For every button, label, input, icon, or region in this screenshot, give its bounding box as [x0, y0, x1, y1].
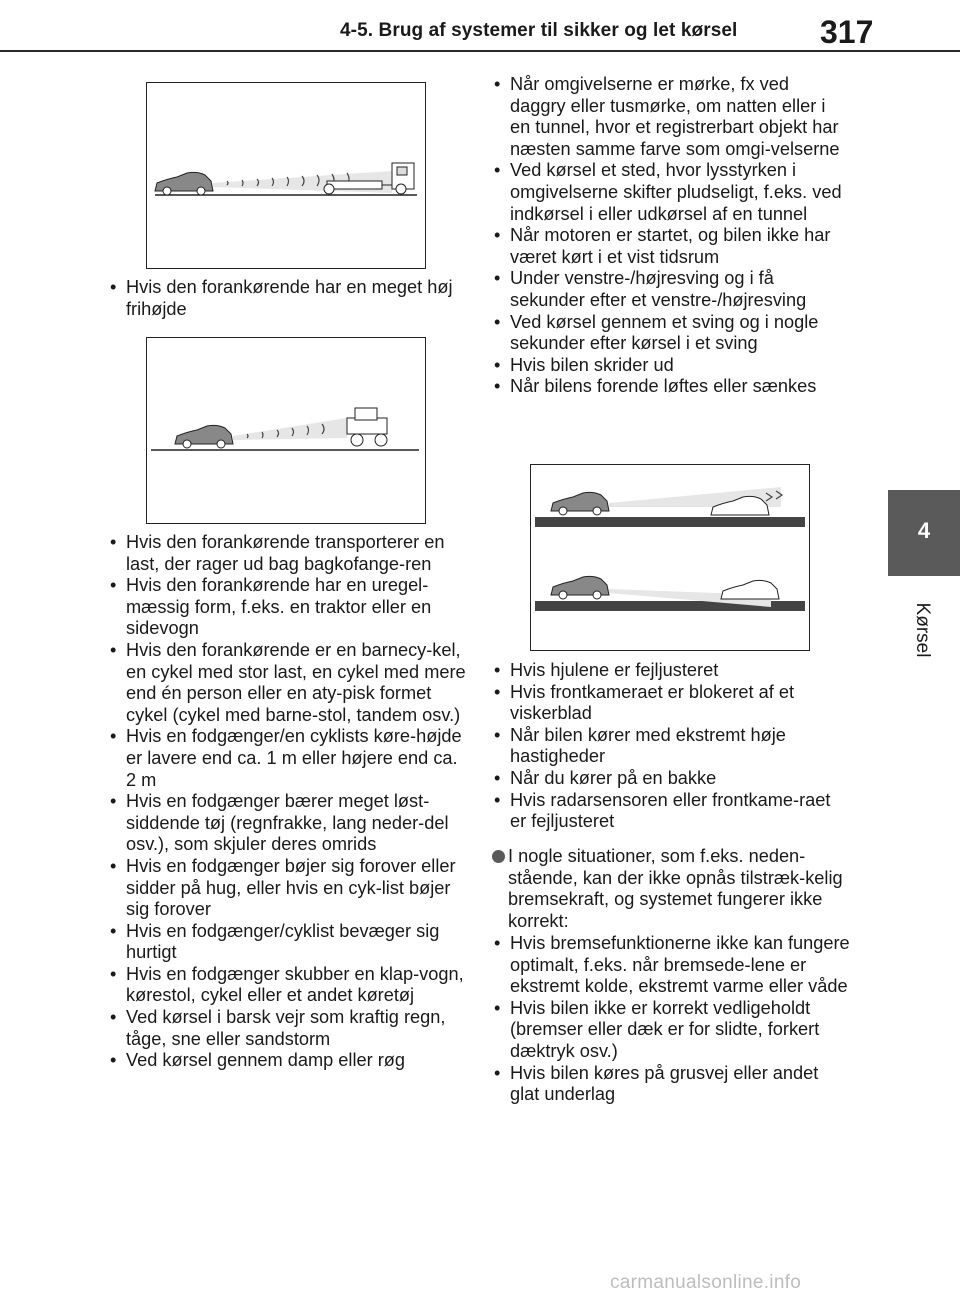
list-item: • Hvis radarsensoren eller frontkame-raet er fejljusteret: [488, 790, 848, 833]
list-item: • Hvis en fodgænger skubber en klap-vogn, kørestol, cykel eller et andet køretøj: [104, 964, 466, 1007]
list-item: • Når bilens forende løftes eller sænkes: [488, 376, 848, 398]
right-column-top-list: [488, 74, 848, 398]
list-item: • Hvis en fodgænger bøjer sig forover eller sidder på hug, eller hvis en cyk-list bøjer sig forover: [104, 856, 466, 921]
illustration-lifted-truck: [147, 338, 425, 523]
list-item: • Hvis bilen køres på grusvej eller andet glat underlag: [488, 1063, 852, 1106]
list-item: • Hvis den forankørende transporterer en last, der rager ud bag bagkofange-ren: [104, 532, 466, 575]
list-item: • Hvis bilen skrider ud: [488, 355, 848, 377]
note-bullet-icon: [492, 850, 505, 863]
illustration-pitching-cars: [531, 465, 809, 650]
list-item: • Ved kørsel i barsk vejr som kraftig regn, tåge, sne eller sandstorm: [104, 1007, 466, 1050]
list-item: • Når motoren er startet, og bilen ikke har været kørt i et vist tidsrum: [488, 225, 848, 268]
list-item: • Ved kørsel et sted, hvor lysstyrken i omgivelserne skifter pludseligt, f.eks. ved indkørsel i eller udkørsel af en tunnel: [488, 160, 848, 225]
right-column-bottom-list: [488, 933, 852, 1106]
chapter-tab[interactable]: [888, 490, 960, 576]
list-item: • Når omgivelserne er mørke, fx ved daggry eller tusmørke, om natten eller i en tunnel, hvor et registrerbart objekt har næsten samme farve som omgi-velserne: [488, 74, 848, 160]
list-item: • Ved kørsel gennem damp eller røg: [104, 1050, 466, 1072]
note-text: I nogle situationer, som f.eks. neden-stående, kan der ikke opnås tilstræk-kelig bremsekraft, og systemet fungerer ikke korrekt:: [508, 846, 843, 931]
list-item: • Hvis hjulene er fejljusteret: [488, 660, 848, 682]
list-item: • Under venstre-/højresving og i få sekunder efter et venstre-/højresving: [488, 268, 848, 311]
figure-pitching-vehicle: [530, 464, 810, 651]
list-item: • Hvis den forankørende har en meget høj frihøjde: [104, 277, 464, 320]
list-item: • Hvis bilen ikke er korrekt vedligeholdt (bremser eller dæk er for slidte, forkert dæktryk osv.): [488, 998, 852, 1063]
list-item: • Når bilen kører med ekstremt høje hastigheder: [488, 725, 848, 768]
list-item: • Hvis en fodgænger/en cyklists køre-højde er lavere end ca. 1 m eller højere end ca. 2 m: [104, 726, 466, 791]
section-title: 4-5. Brug af systemer til sikker og let kørsel: [340, 20, 738, 41]
watermark: carmanualsonline.info: [610, 1272, 802, 1293]
illustration-truck-trailer: [147, 83, 425, 268]
figure-1-caption: [104, 277, 464, 320]
note-paragraph: [492, 846, 848, 932]
list-item: • Hvis den forankørende har en uregel-mæssig form, f.eks. en traktor eller en sidevogn: [104, 575, 466, 640]
list-item: • Hvis den forankørende er en barnecy-kel, en cykel med stor last, en cykel med mere end én person eller en aty-pisk formet cykel (cykel med barne-stol, tandem osv.): [104, 640, 466, 726]
chapter-number: 4: [917, 518, 931, 543]
right-column-mid-list: [488, 660, 848, 833]
figure-high-clearance-vehicle: [146, 82, 426, 269]
figure-lifted-vehicle: [146, 337, 426, 524]
list-item: • Hvis en fodgænger bærer meget løst-siddende tøj (regnfrakke, lang neder-del osv.), som skjuler deres omrids: [104, 791, 466, 856]
list-item: • Hvis bremsefunktionerne ikke kan fungere optimalt, f.eks. når bremsede-lene er ekstremt kolde, ekstremt varme eller våde: [488, 933, 852, 998]
list-item: • Hvis en fodgænger/cyklist bevæger sig hurtigt: [104, 921, 466, 964]
chapter-label: Kørsel: [912, 602, 933, 658]
list-item: • Når du kører på en bakke: [488, 768, 848, 790]
list-item: • Ved kørsel gennem et sving og i nogle sekunder efter kørsel i et sving: [488, 312, 848, 355]
header-rule: [0, 50, 960, 52]
left-column-list: [104, 532, 466, 1072]
page-number: 317: [820, 14, 874, 50]
list-item: • Hvis frontkameraet er blokeret af et viskerblad: [488, 682, 848, 725]
